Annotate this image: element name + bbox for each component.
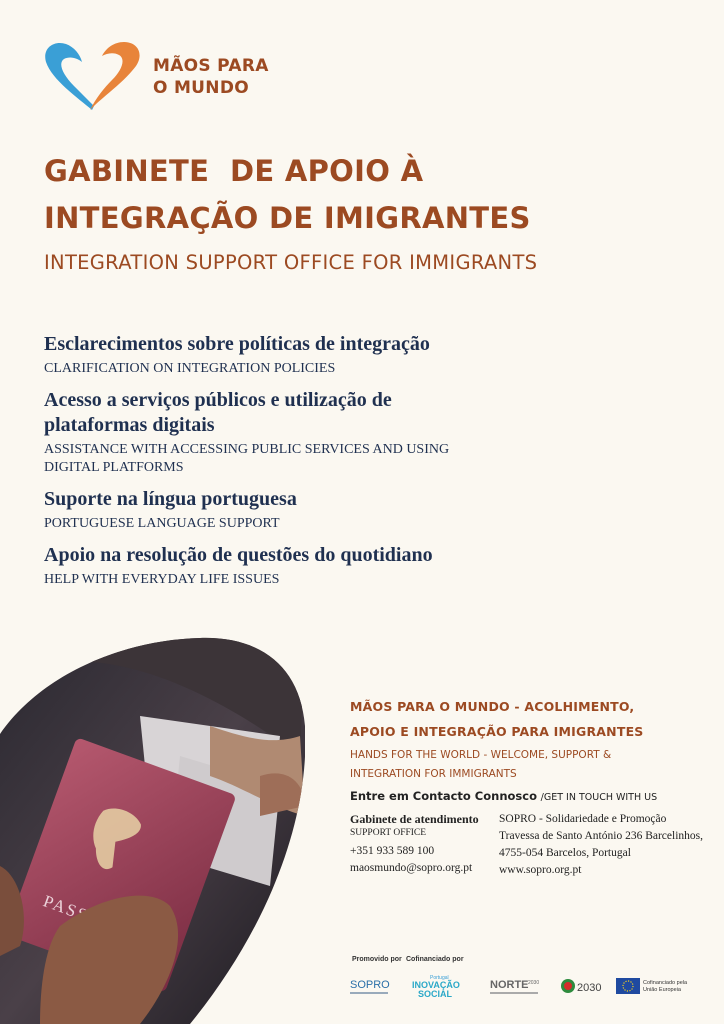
phone-number[interactable]: +351 933 589 100	[350, 845, 435, 857]
norte-text: NORTE	[490, 979, 529, 991]
contact-heading-pt: Entre em Contacto Connosco	[350, 789, 537, 803]
service-item	[44, 487, 494, 533]
inovacao-social-logo-icon	[412, 974, 472, 998]
service-title: Acesso a serviços públicos e utilização de plataformas digitais	[44, 389, 392, 436]
norte-2030-logo-icon	[490, 974, 550, 998]
address-line-1: Travessa de Santo António 236 Barcelinhos,	[499, 830, 704, 842]
social-text: SOCIAL	[418, 989, 453, 998]
service-title: Apoio na resolução de questões do quotidiano	[44, 544, 433, 566]
sopro-logo-icon	[350, 974, 390, 998]
organisation-subtitle-line-2: INTEGRATION FOR IMMIGRANTS	[350, 768, 517, 780]
title-line-2: INTEGRAÇÃO DE IMIGRANTES	[44, 201, 531, 235]
page-subtitle: INTEGRATION SUPPORT OFFICE FOR IMMIGRANTS	[44, 251, 538, 274]
service-translation: CLARIFICATION ON INTEGRATION POLICIES	[44, 361, 336, 376]
heart-hands-logo-icon	[44, 40, 144, 112]
service-item	[44, 543, 494, 589]
service-translation: PORTUGUESE LANGUAGE SUPPORT	[44, 516, 280, 531]
organisation-subtitle-line-1: HANDS FOR THE WORLD - WELCOME, SUPPORT &	[350, 749, 612, 761]
office-contact	[350, 812, 479, 877]
page-title	[44, 148, 531, 242]
passport-photo	[0, 636, 305, 1024]
eu-line-2: União Europeia	[643, 987, 681, 993]
service-translation: ASSISTANCE WITH ACCESSING PUBLIC SERVICES AND USING DIGITAL PLATFORMS	[44, 442, 450, 475]
organisation-name: SOPRO - Solidariedade e Promoção	[499, 813, 667, 825]
contact-heading-en: /GET IN TOUCH WITH US	[540, 792, 658, 803]
organisation-title-line-1: MÃOS PARA O MUNDO - ACOLHIMENTO,	[350, 699, 635, 714]
eu-line-1: Cofinanciado pela	[643, 980, 688, 986]
eu-flag-logo-icon	[616, 974, 696, 998]
norte-years-text: 2030	[528, 980, 540, 986]
address-line-2: 4755-054 Barcelos, Portugal	[499, 847, 631, 859]
portugal2030-text: 2030	[577, 982, 602, 994]
brand-name	[153, 55, 269, 99]
website-link[interactable]: www.sopro.org.pt	[499, 864, 582, 876]
title-line-1: GABINETE DE APOIO À	[44, 154, 424, 188]
portugal-2030-logo-icon	[560, 974, 606, 998]
cofunded-by-label: Cofinanciado por	[406, 956, 464, 963]
brand-line-1: MÃOS PARA	[153, 56, 269, 76]
email-link[interactable]: maosmundo@sopro.org.pt	[350, 862, 473, 874]
inovacao-text: INOVAÇÃO	[412, 980, 460, 990]
service-translation: HELP WITH EVERYDAY LIFE ISSUES	[44, 572, 280, 587]
sopro-logo-text: SOPRO	[350, 979, 390, 991]
organisation-address	[499, 811, 703, 879]
services-list	[44, 332, 494, 599]
organisation-title-line-2: APOIO E INTEGRAÇÃO PARA IMIGRANTES	[350, 724, 644, 739]
service-title: Esclarecimentos sobre políticas de integração	[44, 333, 430, 355]
office-title: Gabinete de atendimento	[350, 812, 479, 826]
contact-heading	[350, 789, 657, 803]
organisation-subtitle	[350, 746, 611, 784]
service-title: Suporte na língua portuguesa	[44, 488, 297, 510]
brand-line-2: O MUNDO	[153, 78, 249, 98]
service-item	[44, 388, 494, 477]
organisation-title	[350, 694, 644, 744]
office-title-en: SUPPORT OFFICE	[350, 828, 427, 838]
promoted-by-label: Promovido por	[352, 956, 402, 963]
inovacao-top-text: Portugal	[430, 975, 449, 981]
service-item	[44, 332, 494, 378]
